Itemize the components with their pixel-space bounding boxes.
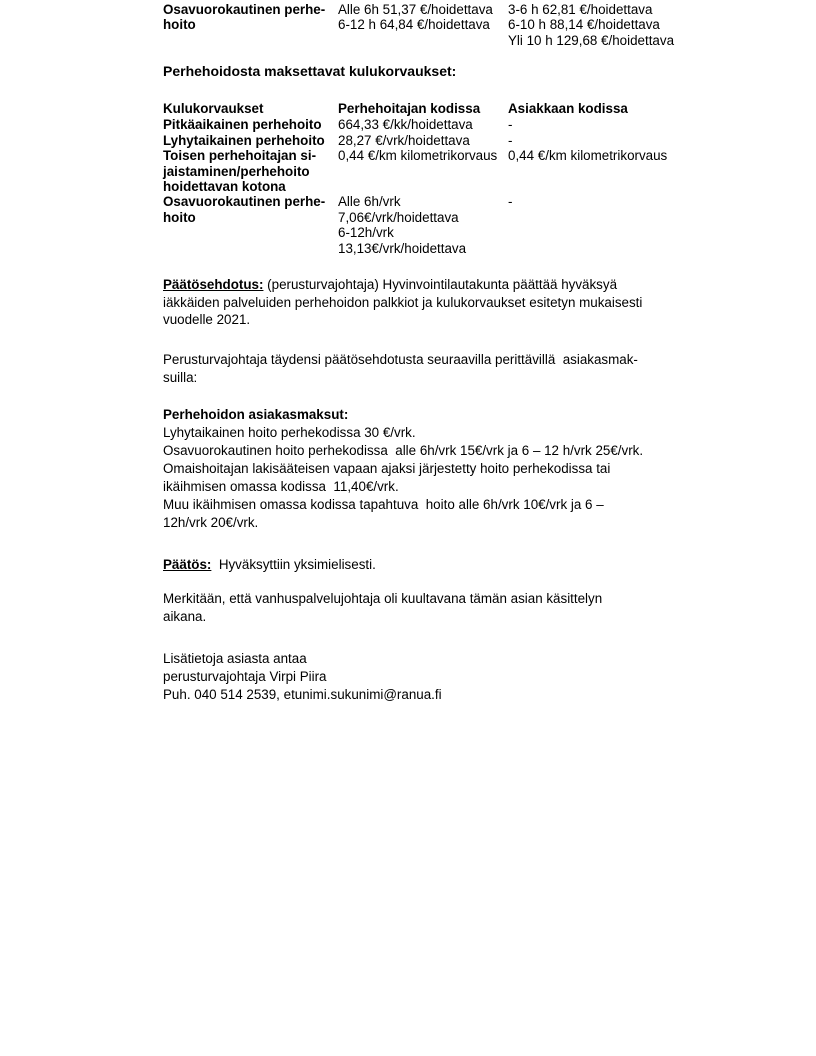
- contact-info: Lisätietoja asiasta antaa perusturvajohtaja Virpi Piira Puh. 040 514 2539, etunimi.sukunimi@ranua.fi: [163, 651, 442, 702]
- proposal-first-line: [163, 276, 773, 294]
- column-header-asiakkaan-kodissa: Asiakkaan kodissa: [508, 101, 628, 116]
- fee-table-continuation: [163, 2, 758, 48]
- expense-row-client-home-values: -: [508, 117, 513, 133]
- expense-row-label: Toisen perhehoitajan si- jaistaminen/perhehoito hoidettavan kotona: [163, 148, 317, 195]
- expense-row-label: Pitkäaikainen perhehoito: [163, 117, 322, 133]
- expense-row-client-home-values: 0,44 €/km kilometrikorvaus: [508, 148, 668, 164]
- table-row: [163, 148, 758, 194]
- expense-row-family-home-values: 28,27 €/vrk/hoidettava: [338, 132, 470, 148]
- fee-row-label: Osavuorokautinen perhe- hoito: [163, 2, 326, 33]
- table-row: [163, 2, 758, 48]
- proposal-line: iäkkäiden palveluiden perhehoidon palkkiot ja kulukorvaukset esitetyn mukaisesti: [163, 294, 643, 310]
- expense-row-label: Osavuorokautinen perhe- hoito: [163, 194, 326, 225]
- table-row: [163, 133, 758, 148]
- proposal-first-line-text: (perusturvajohtaja) Hyvinvointilautakunta päättää hyväksyä: [263, 277, 618, 292]
- expense-row-client-home-values: -: [508, 132, 513, 148]
- decision-paragraph: [163, 556, 773, 574]
- fee-row-client-home-values: 3-6 h 62,81 €/hoidettava 6-10 h 88,14 €/hoidettava Yli 10 h 129,68 €/hoidettava: [508, 2, 675, 48]
- expense-row-label: Lyhytaikainen perhehoito: [163, 132, 325, 148]
- expense-row-family-home-values: 664,33 €/kk/hoidettava: [338, 117, 473, 133]
- client-fees-block: [163, 406, 773, 532]
- client-fees-lines: Lyhytaikainen hoito perhekodissa 30 €/vrk. Osavuorokautinen hoito perhekodissa alle 6h/vrk 15€/vrk ja 6 – 12 h/vrk 25€/vrk. Omaishoitajan lakisääteisen vapaan ajaksi järjestetty hoito perhekodissa tai ikäihmisen omassa kodissa 11,40€/vrk. Muu ikäihmisen omassa kodissa tapahtuva hoito alle 6h/vrk 10€/vrk ja 6 – 12h/vrk 20€/vrk.: [163, 425, 644, 530]
- expense-row-client-home-values: -: [508, 194, 513, 210]
- proposal-label: Päätösehdotus:: [163, 277, 264, 292]
- section-heading: Perhehoidosta maksettavat kulukorvaukset:: [163, 63, 457, 79]
- supplement-paragraph: Perusturvajohtaja täydensi päätösehdotusta seuraavilla perittävillä asiakasmak- suilla:: [163, 352, 638, 385]
- table-row: [163, 117, 758, 132]
- column-header-kulukorvaukset: Kulukorvaukset: [163, 101, 264, 116]
- fee-row-family-home-values: Alle 6h 51,37 €/hoidettava 6-12 h 64,84 €/hoidettava: [338, 2, 493, 33]
- client-fees-heading: Perhehoidon asiakasmaksut:: [163, 407, 349, 422]
- expense-table-header-row: [163, 101, 758, 116]
- column-header-perhehoitajan-kodissa: Perhehoitajan kodissa: [338, 101, 481, 116]
- expense-row-family-home-values: 0,44 €/km kilometrikorvaus: [338, 148, 498, 164]
- expense-table: [163, 101, 758, 256]
- expense-row-family-home-values: Alle 6h/vrk 7,06€/vrk/hoidettava 6-12h/vrk 13,13€/vrk/hoidettava: [338, 194, 467, 256]
- decision-text: Hyväksyttiin yksimielisesti.: [211, 557, 376, 572]
- decision-label: Päätös:: [163, 557, 212, 572]
- table-row: [163, 194, 758, 256]
- proposal-line: vuodelle 2021.: [163, 312, 251, 327]
- decision-proposal-paragraph: [163, 276, 773, 329]
- note-paragraph: Merkitään, että vanhuspalvelujohtaja oli kuultavana tämän asian käsittelyn aikana.: [163, 591, 603, 624]
